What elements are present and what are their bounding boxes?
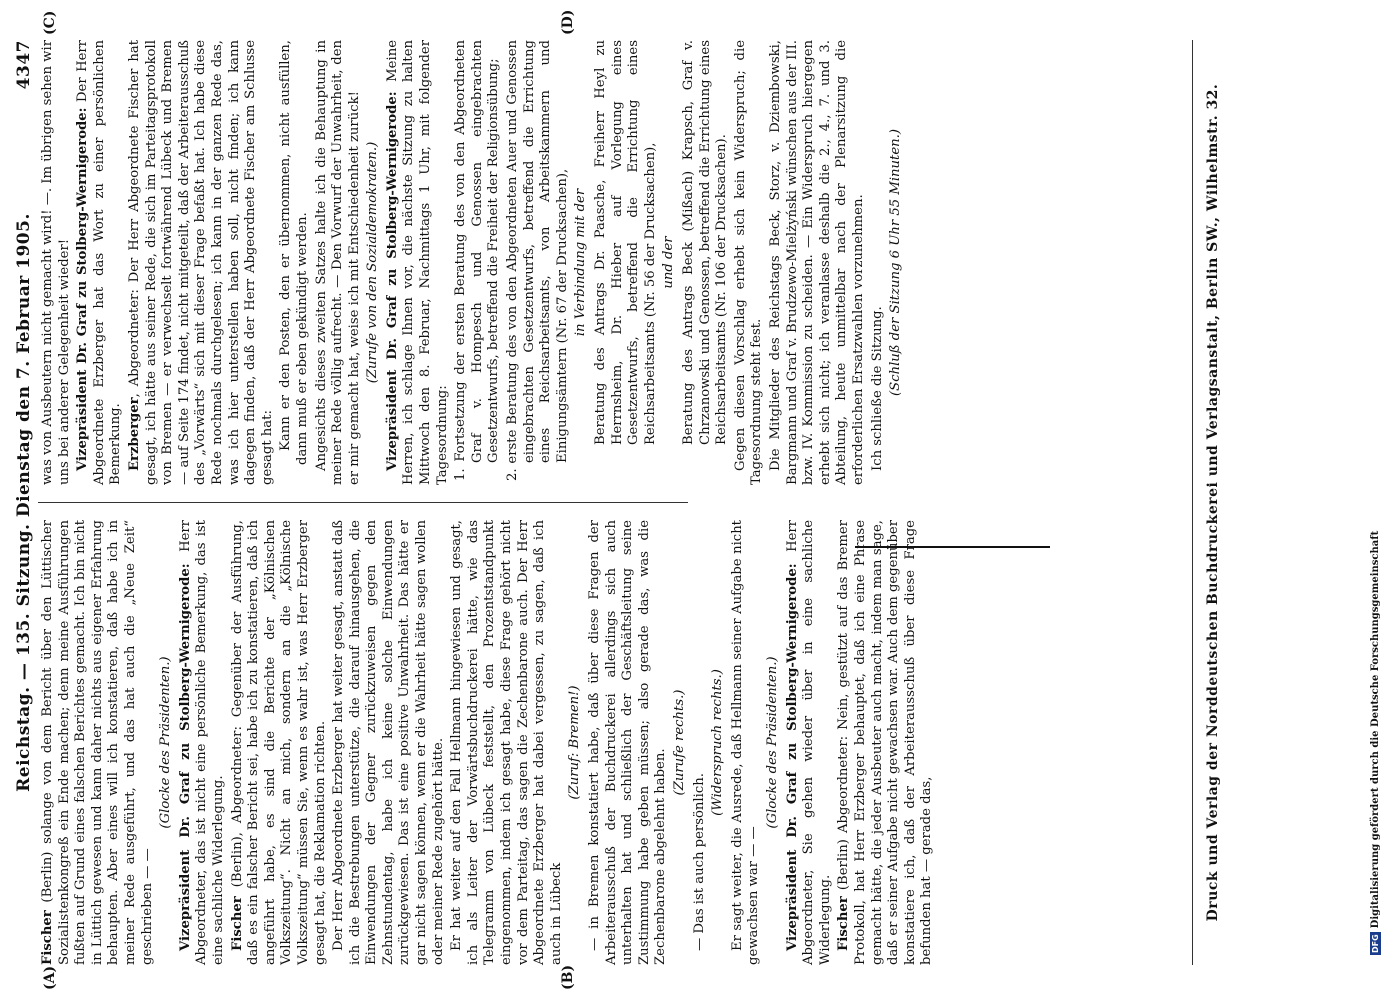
paragraph: Angesichts dieses zweiten Satzes halte ich die Behauptung in meiner Rede völlig aufrecht. — Den Vorwurf der Unwahrheit, den er mir gemacht hat, weise ich mit Entschiedenheit zurück! — [313, 40, 362, 485]
stage-direction: (Glocke des Präsidenten.) — [764, 656, 780, 829]
speaker-heading: Vizepräsident Dr. Graf zu Stolberg-Wernigerode: Herr Abgeordneter, das ist nicht eine persönliche Bemerkung, das ist eine sachliche Widerlegung. — [177, 520, 226, 965]
page-number: 4347 — [14, 40, 34, 90]
speaker-name: Fischer — [229, 896, 245, 951]
margin-marker-a: (A) — [42, 965, 58, 990]
speaker-heading: Vizepräsident Dr. Graf zu Stolberg-Wernigerode: Der Herr Abgeordnete Erzberger hat das Wort zu einer persönlichen Bemerkung. — [75, 40, 124, 485]
agenda-item: 1. Fortsetzung der ersten Beratung des von den Abgeordneten Graf v. Hompesch und Genossen eingebrachten Gesetzentwurfs, betreffend die Freiheit der Religionsübung; — [453, 40, 502, 481]
stage-direction: (Schluß der Sitzung 6 Uhr 55 Minuten.) — [888, 129, 904, 396]
running-head: Reichstag. — 135. Sitzung. Dienstag den 7. Februar 1905. — [14, 213, 34, 792]
speaker-name: Fischer — [836, 896, 852, 951]
paragraph: Der Herr Abgeordnete Erzberger hat weiter gesagt, anstatt daß ich die Bestrebungen unterstütze, die darauf hinausgehen, die Einwendungen der Gegner zurückzuweisen gegen den Zehnstundentag, habe ich keine solche Einwendungen zurückgewiesen. Das ist eine positive Unwahrheit. Das hätte er gar nicht sagen können, wenn er die Wahrheit hätte sagen wollen oder meiner Rede zugehört hätte. — [331, 520, 446, 965]
paragraph: Fischer (Berlin) Abgeordneter: Nein, gestützt auf das Bremer Protokoll, hat Herr Erzberger behauptet, daß ich eine Phrase gemacht hätte, die jeder Ausbeuter auch macht, indem man sage, daß er seiner Aufgabe nicht gewachsen war. Auch dem gegenüber konstatiere ich, daß der Arbeiterausschuß über diese Frage befunden hat — gerade das, — [836, 520, 935, 965]
agenda-item: 2. erste Beratung des von den Abgeordneten Auer und Genossen eingebrachten Gesetzentwurfs, betreffend die Errichtung eines Reichsarbeitsamts, von Arbeitskammern und Einigungsämtern (Nr. 67 der Drucksachen), — [505, 40, 570, 481]
agenda-subitem: Beratung des Antrags Dr. Paasche, Freiherr Heyl zu Herrnsheim, Dr. Hieber auf Vorlegung eines Gesetzentwurfs, betreffend die Errichtung eines Reichsarbeitsamts (Nr. 56 der Drucksachen), — [593, 40, 658, 445]
agenda-connector: und der — [661, 236, 677, 289]
digitization-credit — [1370, 531, 1381, 955]
footer-rule — [1192, 40, 1193, 965]
paragraph: Fischer (Berlin) solange von dem Bericht über den Lüttischer Sozialistenkongreß ein Ende machen; denn meine Ausführungen fußten auf Grund eines falschen Berichtes gemacht. Ich bin nicht in Lüttich gewesen und kann daher nichts aus eigener Erfahrung behaupten. Aber eines will ich konstatieren, daß habe ich in meiner Rede ausgeführt, und das hat auch die „Neue Zeit“ geschrieben — — — [40, 520, 155, 965]
column-divider — [38, 502, 688, 503]
printer-imprint: Druck und Verlag der Norddeutschen Buchdruckerei und Verlagsanstalt, Berlin SW., Wilhelmstr. 32. — [1205, 83, 1221, 922]
stage-direction: (Zurufe von den Sozialdemokraten.) — [365, 141, 381, 384]
stage-direction: (Glocke des Präsidenten.) — [158, 656, 174, 829]
margin-marker-d: (D) — [560, 9, 576, 35]
paragraph: Fischer (Berlin), Abgeordneter: Gegenüber der Ausführung, daß es ein falscher Bericht sei, habe ich zu konstatieren, daß ich angeführt habe, es sind die Berichte der „Kölnischen Volkszeitung“. Nicht an mich, sondern an die „Kölnische Volkszeitung“ müssen Sie, wenn es wahr ist, was Herr Erzberger gesagt hat, die Reklamation richten. — [229, 520, 328, 965]
stage-direction: (Zuruf: Bremen!) — [567, 685, 583, 800]
speaker-name: Fischer — [40, 910, 55, 965]
credit-text: Digitalisierung gefördert durch die Deutsche Forschungsgemeinschaft — [1370, 530, 1381, 929]
agenda-subitem: Beratung des Antrags Beck (Mißach) Krapsch, Graf v. Chrzanowski und Genossen, betreffend die Errichtung eines Reichsarbeitsamts (Nr. 106 der Drucksachen). — [680, 40, 730, 445]
paragraph: Er hat weiter auf den Fall Hellmann hingewiesen und gesagt, ich als Leiter der Vorwärtsbuchdruckerei hätte, wie das Telegramm von Lübeck feststellt, den Prozentstandpunkt eingenommen, indem ich gesagt habe, diese Frage gehört nicht vor dem Parteitag, das sagen die Zechenbarone auch. Der Herr Abgeordnete Erzberger hat dabei vergessen, zu sagen, daß ich auch in Lübeck — [449, 520, 564, 965]
stage-direction: (Zurufe rechts.) — [671, 689, 687, 796]
speaker-name: Erzberger — [126, 397, 142, 471]
paragraph: — Das ist auch persönlich. — [691, 773, 707, 951]
margin-marker-c: (C) — [42, 10, 58, 35]
speaker-heading: Vizepräsident Dr. Graf zu Stolberg-Wernigerode: Meine Herren, ich schlage Ihnen vor, die nächste Sitzung zu halten Mittwoch den 8. Februar, Nachmittags 1 Uhr, mit folgender Tagesordnung: — [384, 40, 450, 485]
stage-direction: (Widerspruch rechts.) — [710, 669, 726, 816]
margin-marker-b: (B) — [560, 964, 576, 990]
paragraph: Gegen diesen Vorschlag erhebt sich kein Widerspruch; die Tagesordnung steht fest. — [732, 40, 765, 485]
right-column — [40, 40, 908, 485]
paragraph: Ich schließe die Sitzung. — [869, 306, 885, 471]
paragraph: was von Ausbeutern nicht gemacht wird! —. Im übrigen sehen wir uns bei anderer Gelegenheit wieder! — [40, 40, 72, 485]
quote: Kann er den Posten, den er übernommen, nicht ausfüllen, dann muß er eben gekündigt werden. — [278, 40, 310, 465]
paragraph: Erzberger, Abgeordneter: Der Herr Abgeordnete Fischer hat gesagt, ich hätte aus seiner Rede, die sich im Parteitagsprotokoll von Bremen — er verwechselt fortwährend Lübeck und Bremen — auf Seite 174 findet, nicht mitgeteilt, daß der Arbeiterausschuß des „Vorwärts“ sich mit dieser Frage befaßt hat. Ich habe diese Rede nochmals durchgelesen; ich kann in der ganzen Rede das, was ich hier unterstellen haben soll, nicht finden; ich kann dagegen finden, daß der Herr Abgeordnete Fischer am Schlusse gesagt hat: — [126, 40, 275, 485]
speaker-heading: Vizepräsident Dr. Graf zu Stolberg-Wernigerode: Herr Abgeordneter, Sie gehen wieder über in eine sachliche Widerlegung. — [784, 520, 833, 965]
paragraph: Er sagt weiter, die Ausrede, daß Hellmann seiner Aufgabe nicht gewachsen war — — — [729, 520, 762, 965]
paragraph: Die Mitglieder des Reichstags Beck, Storz, v. Dziembowski, Bargmann und Graf v. Brudzewo-Mielżyński wünschen aus der III. bzw. IV. Kommission zu scheiden. — Ein Widerspruch hiergegen erhebt sich nicht; ich veranlasse deshalb die 2., 4., 7. und 3. Abteilung, heute unmittelbar nach der Plenarsitzung die erforderlichen Ersatzwahlen vorzunehmen. — [767, 40, 866, 485]
left-column — [40, 520, 938, 965]
dfg-logo-icon: DFG — [1371, 934, 1380, 953]
agenda-connector: in Verbindung mit der — [573, 188, 589, 337]
paragraph: — in Bremen konstatiert habe, daß über diese Fragen der Arbeiterausschuß der Buchdruckerei allerdings sich auch unterhalten hat und schließlich der Geschäftsleitung seine Zustimmung habe geben müssen; also gerade das, was die Zechenbarone abgelehnt haben. — [587, 520, 669, 965]
